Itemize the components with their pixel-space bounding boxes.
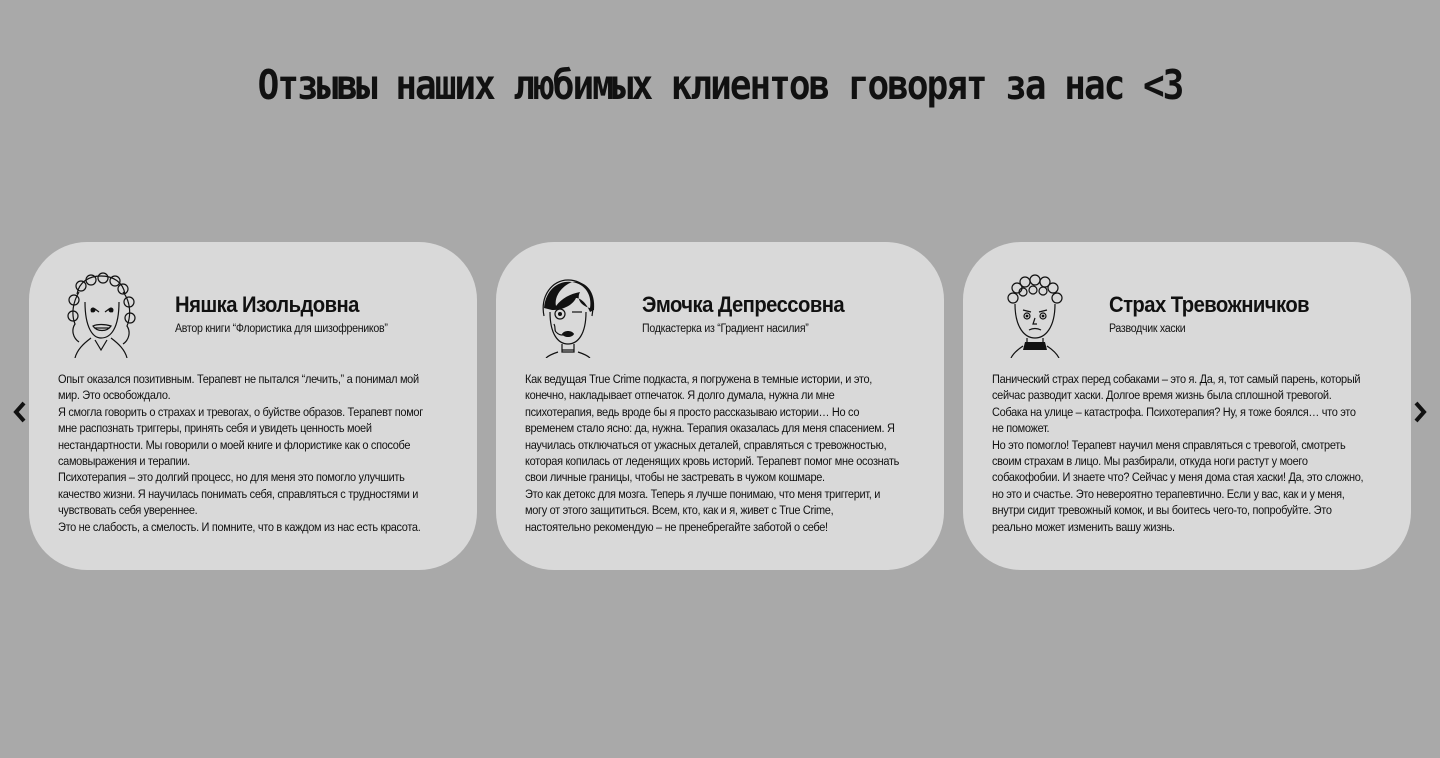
reviewer-name: Эмочка Депрессовна — [642, 292, 845, 317]
reviewer-name: Страх Тревожничков — [1109, 292, 1310, 317]
chevron-right-icon — [1410, 400, 1430, 424]
review-paragraph: Как ведущая True Crime подкаста, я погружена в темные истории, и это, конечно, накладывает отпечаток. Я долго думала, нужна ли мне психотерапия, ведь вроде бы я просто рассказываю истории… Но со временем стало ясно: да, нужна. Терапия оказалась для меня спасением. Я научилась отключаться от ужасных деталей, справляться с тревожностью, которая копилась от леденящих кровь историй. Терапевт помог мне осознать свои личные границы, чтобы не застревать в чужом кошмаре. — [525, 372, 900, 485]
emo-girl-avatar-icon — [532, 272, 604, 358]
chevron-left-icon — [10, 400, 30, 424]
worried-man-avatar-icon — [999, 272, 1071, 358]
curly-hair-woman-avatar-icon — [65, 272, 137, 358]
reviewer-role: Разводчик хаски — [1109, 323, 1186, 335]
reviewer-role: Подкастерка из “Градиент насилия” — [642, 323, 809, 335]
review-paragraph: Психотерапия – это долгий процесс, но для меня это помогло улучшить качество жизни. Я научилась понимать себя, справляться с трудностями и чувствовать себя увереннее. — [58, 470, 419, 518]
page-title: Отзывы наших любимых клиентов говорят за нас <3 — [257, 62, 1183, 110]
review-text — [992, 371, 1368, 535]
review-paragraph: Опыт оказался позитивным. Терапевт не пытался “лечить,” а понимал мой мир. Это освобождало. — [58, 372, 419, 403]
review-paragraph: Панический страх перед собаками – это я. Да, я, тот самый парень, который сейчас разводит хаски. Долгое время жизнь была сплошной тревогой. Собака на улице – катастрофа. Психотерапия? Ну, я тоже боялся… что это не поможет. — [992, 372, 1361, 436]
review-paragraph: Я смогла говорить о страхах и тревогах, о буйстве образов. Терапевт помог мне распознать триггеры, принять себя и увидеть ценность моей нестандартности. Мы говорили о моей книге и флористике как о способе самовыражения и терапии. — [58, 404, 423, 469]
review-card — [29, 242, 477, 570]
review-paragraph: Это не слабость, а смелость. И помните, что в каждом из нас есть красота. — [58, 519, 421, 534]
reviewer-name: Няшка Изольдовна — [175, 292, 359, 317]
review-paragraph: Но это помогло! Терапевт научил меня справляться с тревогой, смотреть своим страхам в лицо. Мы разбирали, откуда ноги растут у моего собакофобии. И знаете что? Сейчас у меня дома стая хаски! Да, это сложно, но это и счастье. Это невероятно терапевтично. Если у вас, как и у меня, внутри сидит тревожный комок, и вы боитесь чего-то, попробуйте. Это реально может изменить вашу жизнь. — [992, 437, 1364, 534]
reviewer-role: Автор книги “Флористика для шизофреников” — [175, 323, 388, 335]
review-card — [496, 242, 944, 570]
review-text — [58, 371, 434, 535]
review-card — [963, 242, 1411, 570]
review-paragraph: Это как детокс для мозга. Теперь я лучше понимаю, что меня триггерит, и могу от этого защититься. Всем, кто, как и я, живет с True Crime, настоятельно рекомендую – не пренебрегайте заботой о себе! — [525, 486, 881, 534]
next-slide-button[interactable] — [1408, 397, 1432, 427]
review-text — [525, 371, 901, 535]
